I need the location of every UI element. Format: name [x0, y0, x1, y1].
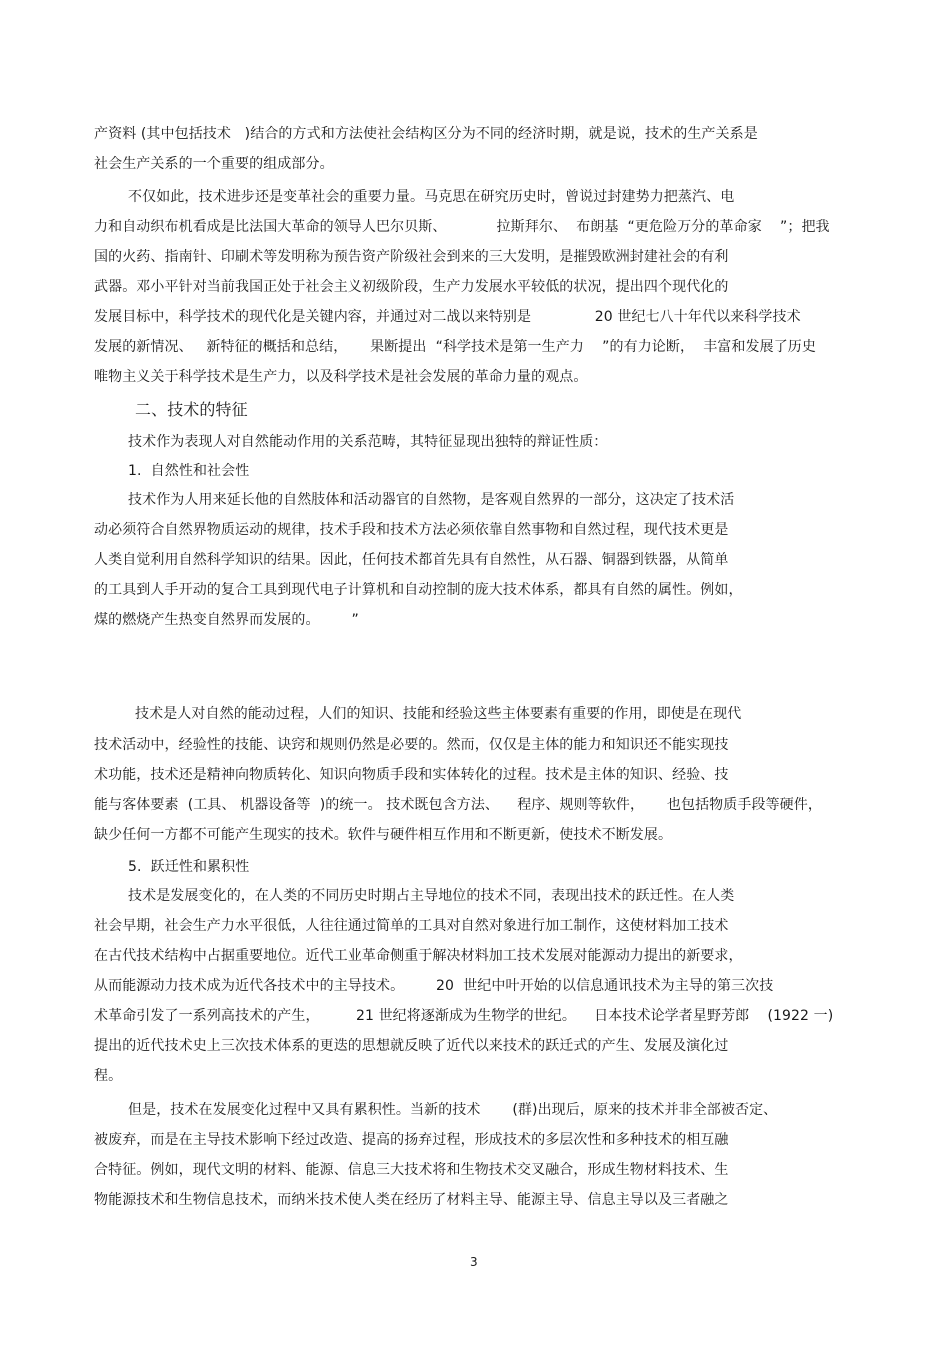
text-line: 技术是人对自然的能动过程，人们的知识、技能和经验这些主体要素有重要的作用，即使是在现代: [135, 706, 742, 722]
text-line: 产资料 (其中包括技术 )结合的方式和方法使社会结构区分为不同的经济时期，就是说，技术的生产关系是: [94, 126, 758, 142]
text-line: 人类自觉利用自然科学知识的结果。因此，任何技术都首先具有自然性，从石器、铜器到铁器，从简单: [94, 552, 729, 568]
text-line: 术功能，技术还是精神向物质转化、知识向物质手段和实体转化的过程。技术是主体的知识、经验、技: [94, 767, 729, 783]
subsection-heading: 1. 自然性和社会性: [128, 463, 250, 479]
text-line: 合特征。例如，现代文明的材料、能源、信息三大技术将和生物技术交叉融合，形成生物材料技术、生: [94, 1162, 729, 1178]
text-line: 能与客体要素 (工具、 机器设备等 )的统一。 技术既包含方法、 程序、规则等软件， 也包括物质手段等硬件，: [94, 797, 822, 813]
page-number: 3: [470, 1255, 478, 1269]
text-line: 技术活动中，经验性的技能、诀窍和规则仍然是必要的。然而，仅仅是主体的能力和知识还不能实现技: [94, 737, 729, 753]
text-line: 不仅如此，技术进步还是变革社会的重要力量。马克思在研究历史时，曾说过封建势力把蒸汽、电: [128, 189, 735, 205]
text-line: 技术作为表现人对自然能动作用的关系范畴，其特征显现出独特的辩证性质：: [128, 434, 608, 450]
text-line: 力和自动织布机看成是比法国大革命的领导人巴尔贝斯、 拉斯拜尔、 布朗基 “更危险万分的革命家 ”；把我: [94, 219, 830, 235]
text-line: 物能源技术和生物信息技术，而纳米技术使人类在经历了材料主导、能源主导、信息主导以及三者融之: [94, 1192, 729, 1208]
text-line: 缺少任何一方都不可能产生现实的技术。软件与硬件相互作用和不断更新，使技术不断发展。: [94, 827, 673, 843]
text-line: 的工具到人手开动的复合工具到现代电子计算机和自动控制的庞大技术体系，都具有自然的属性。例如，: [94, 582, 743, 598]
section-heading: 二、技术的特征: [135, 400, 248, 419]
text-line: 技术作为人用来延长他的自然肢体和活动器官的自然物，是客观自然界的一部分，这决定了技术活: [128, 492, 735, 508]
text-line: 术革命引发了一系列高技术的产生， 21 世纪将逐渐成为生物学的世纪。 日本技术论学者星野芳郎 (1922 一): [94, 1008, 834, 1024]
text-line: 发展的新情况、 新特征的概括和总结， 果断提出 “科学技术是第一生产力 ”的有力论断， 丰富和发展了历史: [94, 339, 817, 355]
text-line: 从而能源动力技术成为近代各技术中的主导技术。 20 世纪中叶开始的以信息通讯技术为主导的第三次技: [94, 978, 774, 994]
text-line: 武器。邓小平针对当前我国正处于社会主义初级阶段，生产力发展水平较低的状况，提出四个现代化的: [94, 279, 729, 295]
text-line: 在古代技术结构中占据重要地位。近代工业革命侧重于解决材料加工技术发展对能源动力提出的新要求，: [94, 948, 743, 964]
text-line: 国的火药、指南针、印刷术等发明称为预告资产阶级社会到来的三大发明，是摧毁欧洲封建社会的有利: [94, 249, 729, 265]
text-line: 发展目标中，科学技术的现代化是关键内容，并通过对二战以来特别是 20 世纪七八十年代以来科学技术: [94, 309, 801, 325]
text-line: 但是，技术在发展变化过程中又具有累积性。当新的技术 (群)出现后，原来的技术并非全部被否定、: [128, 1102, 778, 1118]
text-line: 动必须符合自然界物质运动的规律，技术手段和技术方法必须依靠自然事物和自然过程，现代技术更是: [94, 522, 729, 538]
text-line: 社会早期，社会生产力水平很低，人往往通过简单的工具对自然对象进行加工制作，这使材料加工技术: [94, 918, 729, 934]
text-line: 社会生产关系的一个重要的组成部分。: [94, 156, 334, 172]
text-line: 程。: [94, 1068, 123, 1084]
text-line: 被废弃，而是在主导技术影响下经过改造、提高的扬弃过程，形成技术的多层次性和多种技术的相互融: [94, 1132, 729, 1148]
text-line: 技术是发展变化的，在人类的不同历史时期占主导地位的技术不同，表现出技术的跃迁性。在人类: [128, 888, 735, 904]
subsection-heading: 5. 跃迁性和累积性: [128, 859, 250, 875]
text-line: 煤的燃烧产生热变自然界而发展的。 ”: [94, 612, 359, 628]
text-line: 唯物主义关于科学技术是生产力，以及科学技术是社会发展的革命力量的观点。: [94, 369, 588, 385]
text-line: 提出的近代技术史上三次技术体系的更迭的思想就反映了近代以来技术的跃迁式的产生、发展及演化过: [94, 1038, 729, 1054]
